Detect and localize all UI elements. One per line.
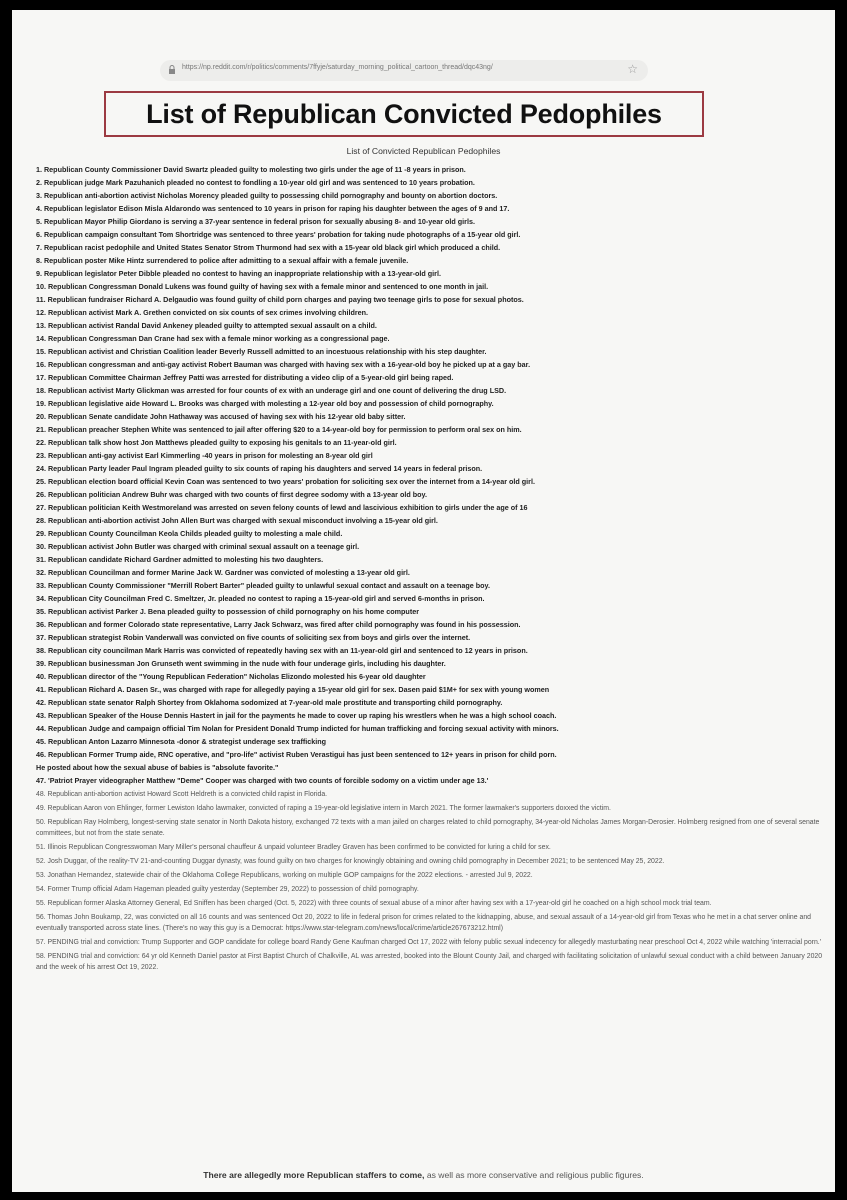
document-page — [12, 10, 835, 1192]
list-item: 10. Republican Congressman Donald Lukens was found guilty of having sex with a female minor and sentenced to one month in jail. — [36, 282, 489, 291]
list-item: 25. Republican election board official Kevin Coan was sentenced to two years' probation for soliciting sex over the internet from a 14-year old girl. — [36, 477, 535, 486]
list-item: 3. Republican anti-abortion activist Nicholas Morency pleaded guilty to possessing child pornography and bounty on abortion doctors. — [36, 191, 498, 200]
list-item: 7. Republican racist pedophile and United States Senator Strom Thurmond had sex with a 15-year old black girl which produced a child. — [36, 243, 501, 252]
list-item: 24. Republican Party leader Paul Ingram pleaded guilty to six counts of raping his daughters and served 14 years in federal prison. — [36, 464, 483, 473]
list-item: 36. Republican and former Colorado state representative, Larry Jack Schwarz, was fired after child pornography was found in his possession. — [36, 620, 521, 629]
list-item: 31. Republican candidate Richard Gardner admitted to molesting his two daughters. — [36, 555, 324, 564]
list-item: 55. Republican former Alaska Attorney General, Ed Sniffen has been charged (Oct. 5, 2022) with three counts of sexual abuse of a minor after having sex with a 17-year-old girl he coached on a high school mock trial team. — [36, 900, 712, 907]
list-item: 22. Republican talk show host Jon Matthews pleaded guilty to exposing his genitals to an 11-year-old girl. — [36, 438, 397, 447]
subtitle: List of Convicted Republican Pedophiles — [346, 146, 501, 156]
list-item: 58. PENDING trial and conviction: 64 yr old Kenneth Daniel pastor at First Baptist Church of Chalkville, AL was arrested, booked into the Blount County Jail, and charged with facilitating solicitation of unlawful sexual conduct with a child between January 2020 and the week of his arrest Oct 19, 2022. — [36, 953, 823, 971]
list-item: 33. Republican County Commissioner "Merrill Robert Barter" pleaded guilty to unlawful sexual contact and assault on a teenage boy. — [36, 581, 490, 590]
list-item: 52. Josh Duggar, of the reality-TV 21-and-counting Duggar dynasty, was found guilty on two charges for knowingly obtaining and owning child pornography in December 2021; to be sentenced May 25, 2022. — [36, 858, 665, 865]
list-item: 45. Republican Anton Lazarro Minnesota -donor & strategist underage sex trafficking — [36, 737, 327, 746]
list-item: 12. Republican activist Mark A. Grethen convicted on six counts of sex crimes involving children. — [36, 308, 369, 317]
list-item: 54. Former Trump official Adam Hageman pleaded guilty yesterday (September 29, 2022) to possession of child pornography. — [36, 886, 419, 893]
list-item: 41. Republican Richard A. Dasen Sr., was charged with rape for allegedly paying a 15-year old girl for sex. Dasen paid $1M+ for sex with young women — [36, 685, 550, 694]
list-item: 39. Republican businessman Jon Grunseth went swimming in the nude with four underage girls, including his daughter. — [36, 659, 446, 668]
list-item: 40. Republican director of the "Young Republican Federation" Nicholas Elizondo molested his 6-year old daughter — [36, 672, 426, 681]
url-text: https://np.reddit.com/r/politics/comments/7ffyje/saturday_morning_political_cartoon_thread/dqc43ng/ — [182, 64, 493, 71]
list-item: 37. Republican strategist Robin Vanderwall was convicted on five counts of soliciting sex from boys and girls over the internet. — [36, 633, 471, 642]
star-icon[interactable]: ☆ — [627, 62, 638, 76]
list-item: 14. Republican Congressman Dan Crane had sex with a female minor working as a congressional page. — [36, 334, 390, 343]
list-item: 56. Thomas John Boukamp, 22, was convicted on all 16 counts and was sentenced Oct 20, 2022 to life in federal prison for crimes related to the kidnapping, abuse, and sexual assault of a 14-year-old girl from Texas who he met in a chat server online and eventually transported across state lines. (There's no way this guy is a Democrat: https://www.star-telegram.com/news/local/crime/article267673212.html) — [36, 914, 812, 932]
list-item: 49. Republican Aaron von Ehlinger, former Lewiston Idaho lawmaker, convicted of raping a 19-year-old legislative intern in March 2021. The former lawmaker's supporters doxxed the victim. — [36, 805, 611, 812]
list-item: 18. Republican activist Marty Glickman was arrested for four counts of ex with an underage girl and one count of delivering the drug LSD. — [36, 386, 507, 395]
footer-note — [12, 1170, 835, 1180]
list-item: 32. Republican Councilman and former Marine Jack W. Gardner was convicted of molesting a 13-year old girl. — [36, 568, 410, 577]
list-item: 15. Republican activist and Christian Coalition leader Beverly Russell admitted to an incestuous relationship with his step daughter. — [36, 347, 487, 356]
list-item: 21. Republican preacher Stephen White was sentenced to jail after offering $20 to a 14-year-old boy for permission to perform oral sex on him. — [36, 425, 522, 434]
list-item: 38. Republican city councilman Mark Harris was convicted of repeatedly having sex with an 11-year-old girl and sentenced to 12 years in prison. — [36, 646, 528, 655]
list-item: 29. Republican County Councilman Keola Childs pleaded guilty to molesting a male child. — [36, 529, 343, 538]
list-item: 35. Republican activist Parker J. Bena pleaded guilty to possession of child pornography on his home computer — [36, 607, 420, 616]
list-item: 4. Republican legislator Edison Misla Aldarondo was sentenced to 10 years in prison for raping his daughter between the ages of 9 and 17. — [36, 204, 510, 213]
list-item: 8. Republican poster Mike Hintz surrendered to police after admitting to a sexual affair with a female juvenile. — [36, 256, 409, 265]
list-item: 47. 'Patriot Prayer videographer Matthew "Deme" Cooper was charged with two counts of forcible sodomy on a victim under age 13.' — [36, 776, 489, 785]
list-item: 11. Republican fundraiser Richard A. Delgaudio was found guilty of child porn charges and paying two teenage girls to pose for sexual photos. — [36, 295, 524, 304]
list-item: 30. Republican activist John Butler was charged with criminal sexual assault on a teenage girl. — [36, 542, 360, 551]
list-item: 28. Republican anti-abortion activist John Allen Burt was charged with sexual misconduct involving a 15-year old girl. — [36, 516, 438, 525]
list-item: 6. Republican campaign consultant Tom Shortridge was sentenced to three years' probation for taking nude photographs of a 15-year old girl. — [36, 230, 521, 239]
footer-bold: There are allegedly more Republican staffers to come, — [203, 1170, 425, 1180]
list-item: He posted about how the sexual abuse of babies is "absolute favorite." — [36, 763, 279, 772]
list-item: 50. Republican Ray Holmberg, longest-serving state senator in North Dakota history, exchanged 72 texts with a man jailed on charges related to child pornography, 34-year-old Nicholas James Morgan-Derosier. Holmberg resigned from one of several senate committees, but not from the state senate. — [36, 819, 820, 837]
list-item: 13. Republican activist Randal David Ankeney pleaded guilty to attempted sexual assault on a child. — [36, 321, 377, 330]
list-item: 51. Illinois Republican Congresswoman Mary Miller's personal chauffeur & unpaid volunteer Bradley Graven has been confirmed to be convicted for luring a child for sex. — [36, 844, 551, 851]
list-item: 48. Republican anti-abortion activist Howard Scott Heldreth is a convicted child rapist in Florida. — [36, 791, 328, 798]
list-item: 34. Republican City Councilman Fred C. Smeltzer, Jr. pleaded no contest to raping a 15-year-old girl and served 6-months in prison. — [36, 594, 485, 603]
lock-icon — [168, 65, 176, 75]
list-item: 46. Republican Former Trump aide, RNC operative, and "pro-life" activist Ruben Verastigui has just been sentenced to 12+ years in prison for child porn. — [36, 750, 557, 759]
list-item: 5. Republican Mayor Philip Giordano is serving a 37-year sentence in federal prison for sexually abusing 8- and 10-year old girls. — [36, 217, 475, 226]
list-item: 44. Republican Judge and campaign official Tim Nolan for President Donald Trump indicted for human trafficking and forcing sexual activity with minors. — [36, 724, 559, 733]
list-item: 2. Republican judge Mark Pazuhanich pleaded no contest to fondling a 10-year old girl and was sentenced to 10 years probation. — [36, 178, 475, 187]
page-title: List of Republican Convicted Pedophiles — [146, 99, 662, 129]
item-list — [36, 163, 826, 976]
list-item: 53. Jonathan Hernandez, statewide chair of the Oklahoma College Republicans, working on multiple GOP campaigns for the 2022 elections. - arrested Jul 9, 2022. — [36, 872, 533, 879]
footer-rest: as well as more conservative and religious public figures. — [424, 1170, 644, 1180]
list-item: 20. Republican Senate candidate John Hathaway was accused of having sex with his 12-year old baby sitter. — [36, 412, 406, 421]
list-item: 27. Republican politician Keith Westmoreland was arrested on seven felony counts of lewd and lascivious exhibition to girls under the age of 16 — [36, 503, 528, 512]
list-item: 42. Republican state senator Ralph Shortey from Oklahoma sodomized at 7-year-old male prostitute and transporting child pornography. — [36, 698, 503, 707]
list-item: 16. Republican congressman and anti-gay activist Robert Bauman was charged with having sex with a 16-year-old boy he picked up at a gay bar. — [36, 360, 531, 369]
list-item: 9. Republican legislator Peter Dibble pleaded no contest to having an inappropriate relationship with a 13-year-old girl. — [36, 269, 441, 278]
list-item: 23. Republican anti-gay activist Earl Kimmerling -40 years in prison for molesting an 8-year old girl — [36, 451, 373, 460]
list-item: 57. PENDING trial and conviction: Trump Supporter and GOP candidate for college board Randy Gene Kaufman charged Oct 17, 2022 with felony public sexual indecency for allegedly masturbating near preschool Oct 4, 2022 while watching 'interracial porn.' — [36, 939, 822, 946]
address-bar[interactable] — [160, 60, 648, 81]
list-item: 26. Republican politician Andrew Buhr was charged with two counts of first degree sodomy with a 13-year old boy. — [36, 490, 427, 499]
list-item: 17. Republican Committee Chairman Jeffrey Patti was arrested for distributing a video clip of a 5-year-old girl being raped. — [36, 373, 454, 382]
title-box — [104, 91, 704, 137]
list-item: 19. Republican legislative aide Howard L. Brooks was charged with molesting a 12-year old boy and possession of child pornography. — [36, 399, 494, 408]
list-item: 1. Republican County Commissioner David Swartz pleaded guilty to molesting two girls under the age of 11 -8 years in prison. — [36, 165, 466, 174]
list-item: 43. Republican Speaker of the House Dennis Hastert in jail for the payments he made to cover up raping his wrestlers when he was a high school coach. — [36, 711, 557, 720]
